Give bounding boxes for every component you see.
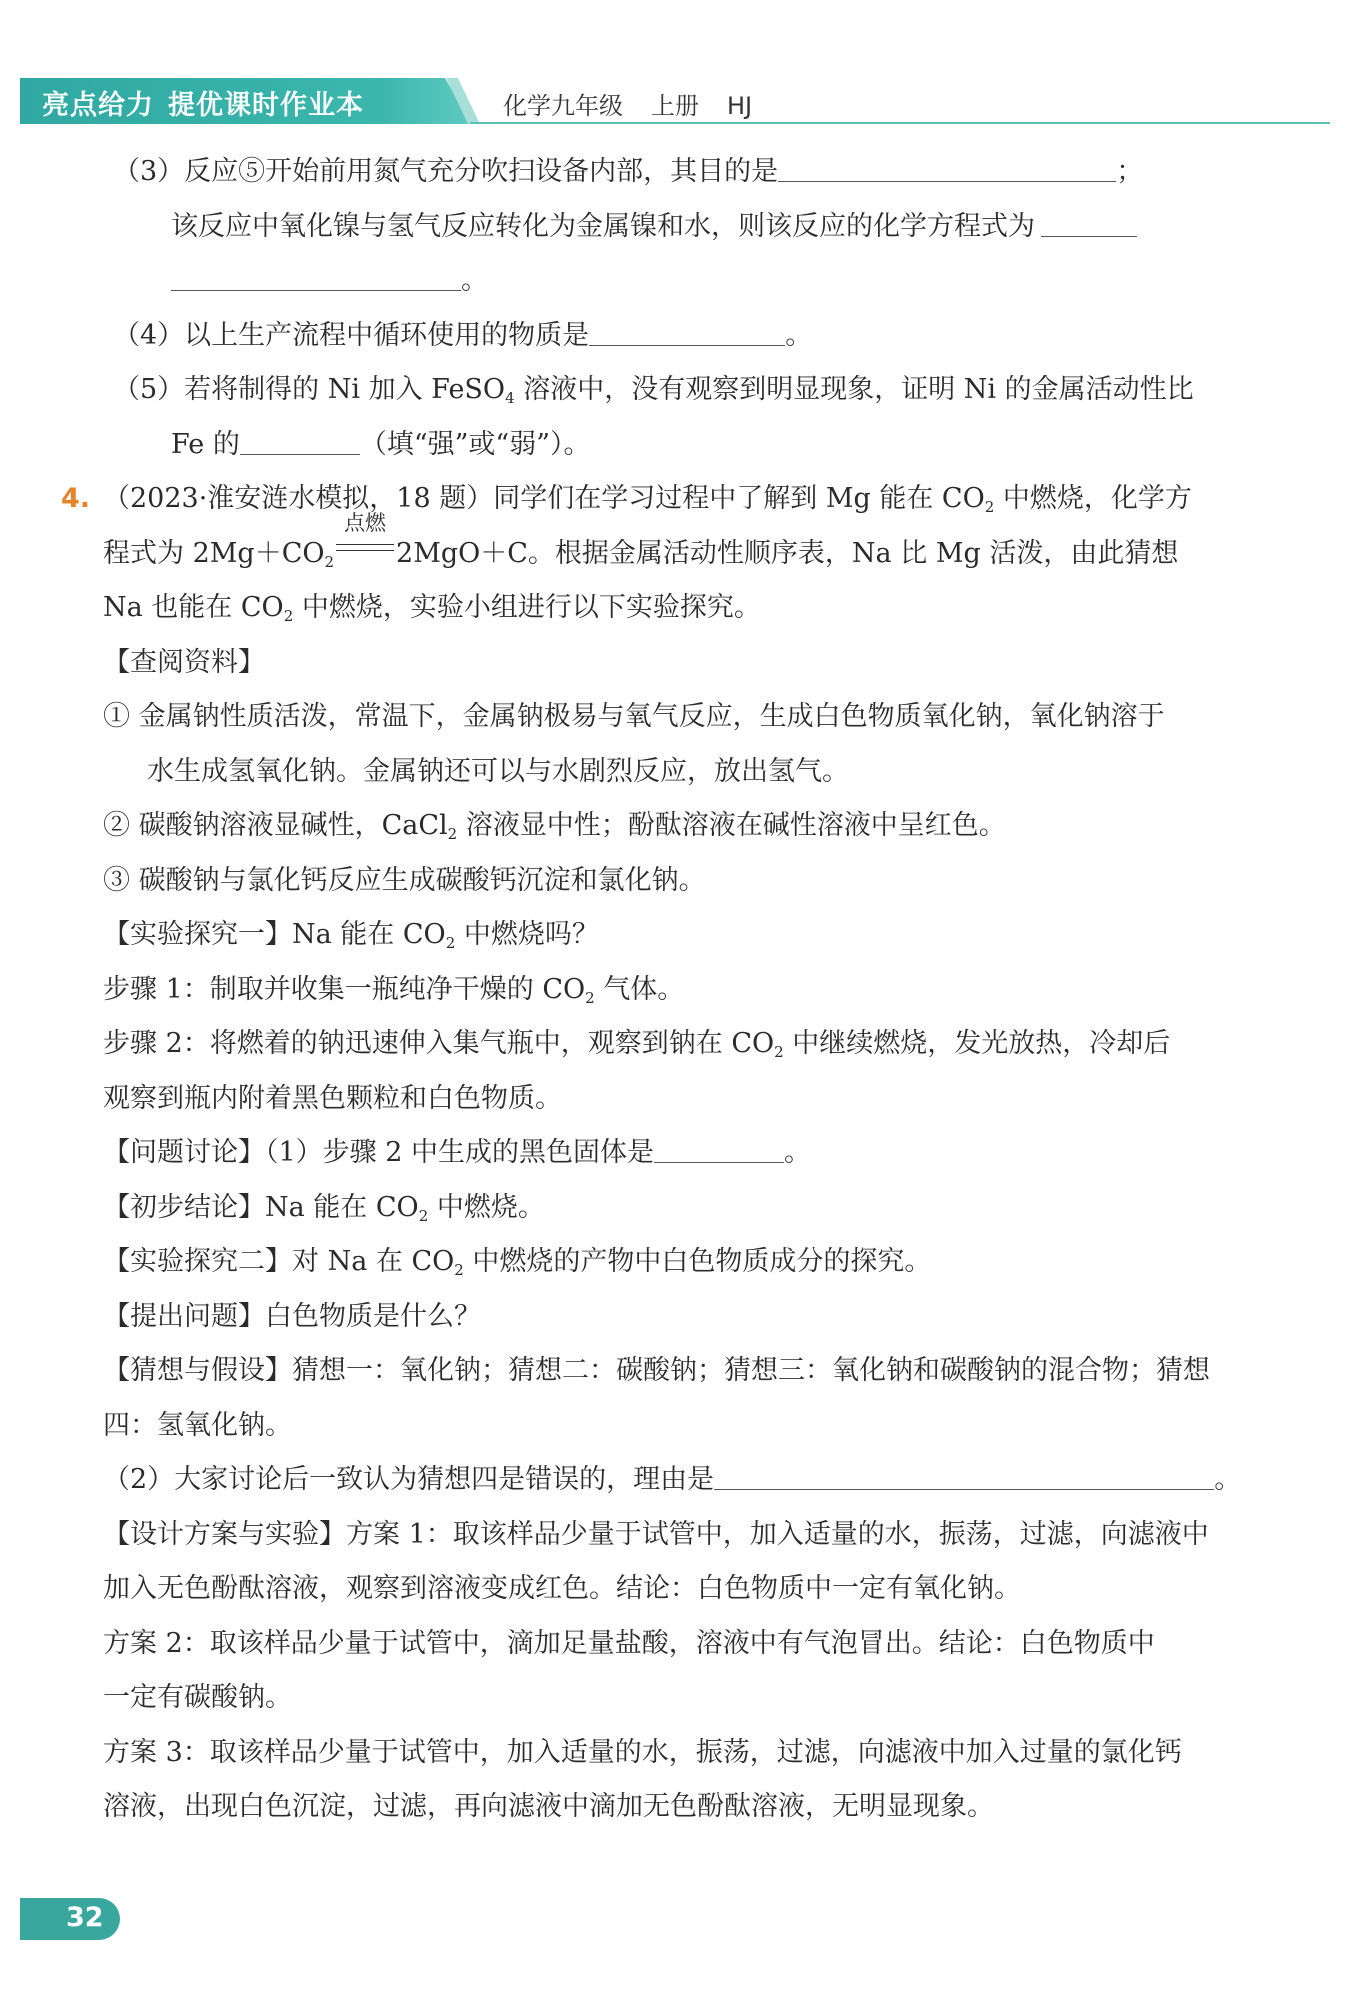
answer-blank: [714, 1459, 1214, 1490]
answer-blank: [171, 260, 461, 291]
line-text: 溶液显中性；酚酞溶液在碱性溶液中呈红色。: [457, 810, 1006, 841]
brand-name: 亮点给力: [42, 90, 154, 121]
text-line: 【提出问题】白色物质是什么？: [103, 1300, 481, 1332]
text-line: 加入无色酚酞溶液，观察到溶液变成红色。结论：白色物质中一定有氧化钠。: [103, 1573, 1021, 1604]
text-line: [103, 908, 1308, 963]
line-text: 【实验探究一】Na 能在 CO: [103, 919, 446, 950]
line-text: （2023·淮安涟水模拟，18 题）同学们在学习过程中了解到 Mg 能在 CO: [103, 483, 985, 514]
answer-blank: [240, 424, 360, 455]
line-text: 中燃烧。: [428, 1191, 545, 1223]
reaction-condition: 点燃: [344, 510, 387, 535]
subject-edition: HJ: [727, 92, 753, 120]
subscript: 2: [447, 825, 458, 843]
text-line: [103, 1235, 1308, 1290]
text-line: [103, 963, 1308, 1018]
page-header: [0, 78, 1350, 124]
line-text: 2MgO＋C。根据金属活动性顺序表，Na 比 Mg 活泼，由此猜想: [396, 537, 1179, 569]
subscript: 2: [324, 552, 335, 571]
subject-info: [503, 86, 780, 121]
text-line: [61, 472, 1308, 527]
subscript: 2: [418, 1206, 429, 1225]
text-line: [103, 418, 1308, 473]
page-content: [61, 145, 1308, 1835]
subscript: 2: [445, 934, 456, 952]
text-line: [103, 799, 1308, 854]
line-text: 步骤 1：制取并收集一瓶纯净干燥的 CO: [103, 973, 586, 1005]
answer-blank: [654, 1132, 784, 1163]
line-text: 。: [784, 1137, 812, 1168]
line-text: （2）大家讨论后一致认为猜想四是错误的，理由是: [103, 1464, 715, 1495]
text-line: 一定有碳酸钠。: [103, 1682, 292, 1713]
double-line: [336, 544, 394, 551]
subscript: 2: [454, 1261, 464, 1279]
text-line: [103, 581, 1308, 636]
text-line: 【设计方案与实验】方案 1：取该样品少量于试管中，加入适量的水，振荡，过滤，向滤液中: [103, 1518, 1209, 1550]
text-line: 水生成氢氧化钠。金属钠还可以与水剧烈反应，放出氢气。: [147, 755, 849, 787]
text-line: [103, 254, 1308, 309]
line-text: 。: [1214, 1464, 1242, 1495]
line-text: 中燃烧吗？: [455, 919, 599, 950]
section-heading: 【查阅资料】: [103, 646, 265, 678]
line-text: （填“强”或“弱”）。: [359, 428, 591, 460]
brand-title: [42, 83, 364, 122]
text-line: ① 金属钠性质活泼，常温下，金属钠极易与氧气反应，生成白色物质氧化钠，氧化钠溶于: [103, 701, 1165, 732]
line-text: 气体。: [594, 973, 685, 1005]
subject-grade: 化学九年级: [503, 92, 623, 120]
line-text: 中继续燃烧，发光放热，冷却后: [783, 1028, 1171, 1059]
text-line: [103, 1017, 1308, 1072]
subscript: 2: [283, 607, 294, 625]
text-line: [103, 200, 1308, 255]
line-text: （4）以上生产流程中循环使用的物质是: [113, 319, 590, 351]
text-line: [103, 145, 1308, 200]
line-text: 中燃烧的产物中白色物质成分的探究。: [463, 1246, 932, 1277]
line-text: （5）若将制得的 Ni 加入 FeSO: [113, 374, 506, 405]
answer-blank: [778, 151, 1116, 182]
text-line: [103, 1453, 1308, 1508]
line-text: 该反应中氧化镍与氢气反应转化为金属镍和水，则该反应的化学方程式为: [171, 210, 1035, 242]
text-line: ③ 碳酸钠与氯化钙反应生成碳酸钙沉淀和氯化钠。: [103, 864, 706, 896]
line-text: ；: [1116, 156, 1144, 187]
line-text: 。: [461, 265, 488, 296]
line-text: 步骤 2：将燃着的钠迅速伸入集气瓶中，观察到钠在 CO: [103, 1028, 775, 1059]
line-text: 。: [785, 319, 813, 351]
page-number-tab: [20, 1898, 120, 1940]
text-line: [103, 1181, 1308, 1236]
question-number: 4.: [61, 483, 91, 514]
series-name: 提优课时作业本: [168, 90, 364, 121]
text-line: 四：氢氧化钠。: [103, 1409, 292, 1441]
answer-blank: [1041, 206, 1137, 237]
line-text: 中燃烧，化学方: [994, 483, 1192, 514]
subscript: 2: [774, 1043, 784, 1061]
text-line: [103, 309, 1308, 364]
subscript: 2: [984, 498, 995, 516]
text-line: 观察到瓶内附着黑色颗粒和白色物质。: [103, 1082, 562, 1114]
text-line: [103, 363, 1308, 418]
page-number: 32: [66, 1902, 104, 1933]
subject-volume: 上册: [651, 92, 699, 120]
subscript: 4: [505, 389, 515, 407]
line-text: 【初步结论】Na 能在 CO: [103, 1191, 419, 1223]
line-text: ② 碳酸钠溶液显碱性，CaCl: [103, 810, 448, 841]
line-text: 溶液中，没有观察到明显现象，证明 Ni 的金属活动性比: [514, 374, 1194, 405]
text-line: 方案 3：取该样品少量于试管中，加入适量的水，振荡，过滤，向滤液中加入过量的氯化钙: [103, 1736, 1182, 1768]
line-text: 中燃烧，实验小组进行以下实验探究。: [293, 592, 761, 623]
line-text: Fe 的: [171, 428, 240, 460]
text-line: 【猜想与假设】猜想一：氧化钠；猜想二：碳酸钠；猜想三：氧化钠和碳酸钠的混合物；猜想: [103, 1355, 1210, 1386]
line-text: （3）反应⑤开始前用氮气充分吹扫设备内部，其目的是: [113, 156, 779, 187]
line-text: 程式为 2Mg＋CO: [103, 537, 325, 569]
line-text: Na 也能在 CO: [103, 592, 284, 623]
text-line: [103, 510, 1308, 582]
subscript: 2: [585, 988, 595, 1007]
line-text: 【问题讨论】（1）步骤 2 中生成的黑色固体是: [103, 1137, 655, 1168]
text-line: 溶液，出现白色沉淀，过滤，再向滤液中滴加无色酚酞溶液，无明显现象。: [103, 1791, 994, 1822]
line-text: 【实验探究二】对 Na 在 CO: [103, 1246, 455, 1277]
reaction-arrow: [334, 510, 396, 558]
header-rule: [470, 122, 1330, 124]
text-line: 方案 2：取该样品少量于试管中，滴加足量盐酸，溶液中有气泡冒出。结论：白色物质中: [103, 1627, 1155, 1659]
answer-blank: [589, 315, 785, 346]
text-line: [103, 1126, 1308, 1181]
